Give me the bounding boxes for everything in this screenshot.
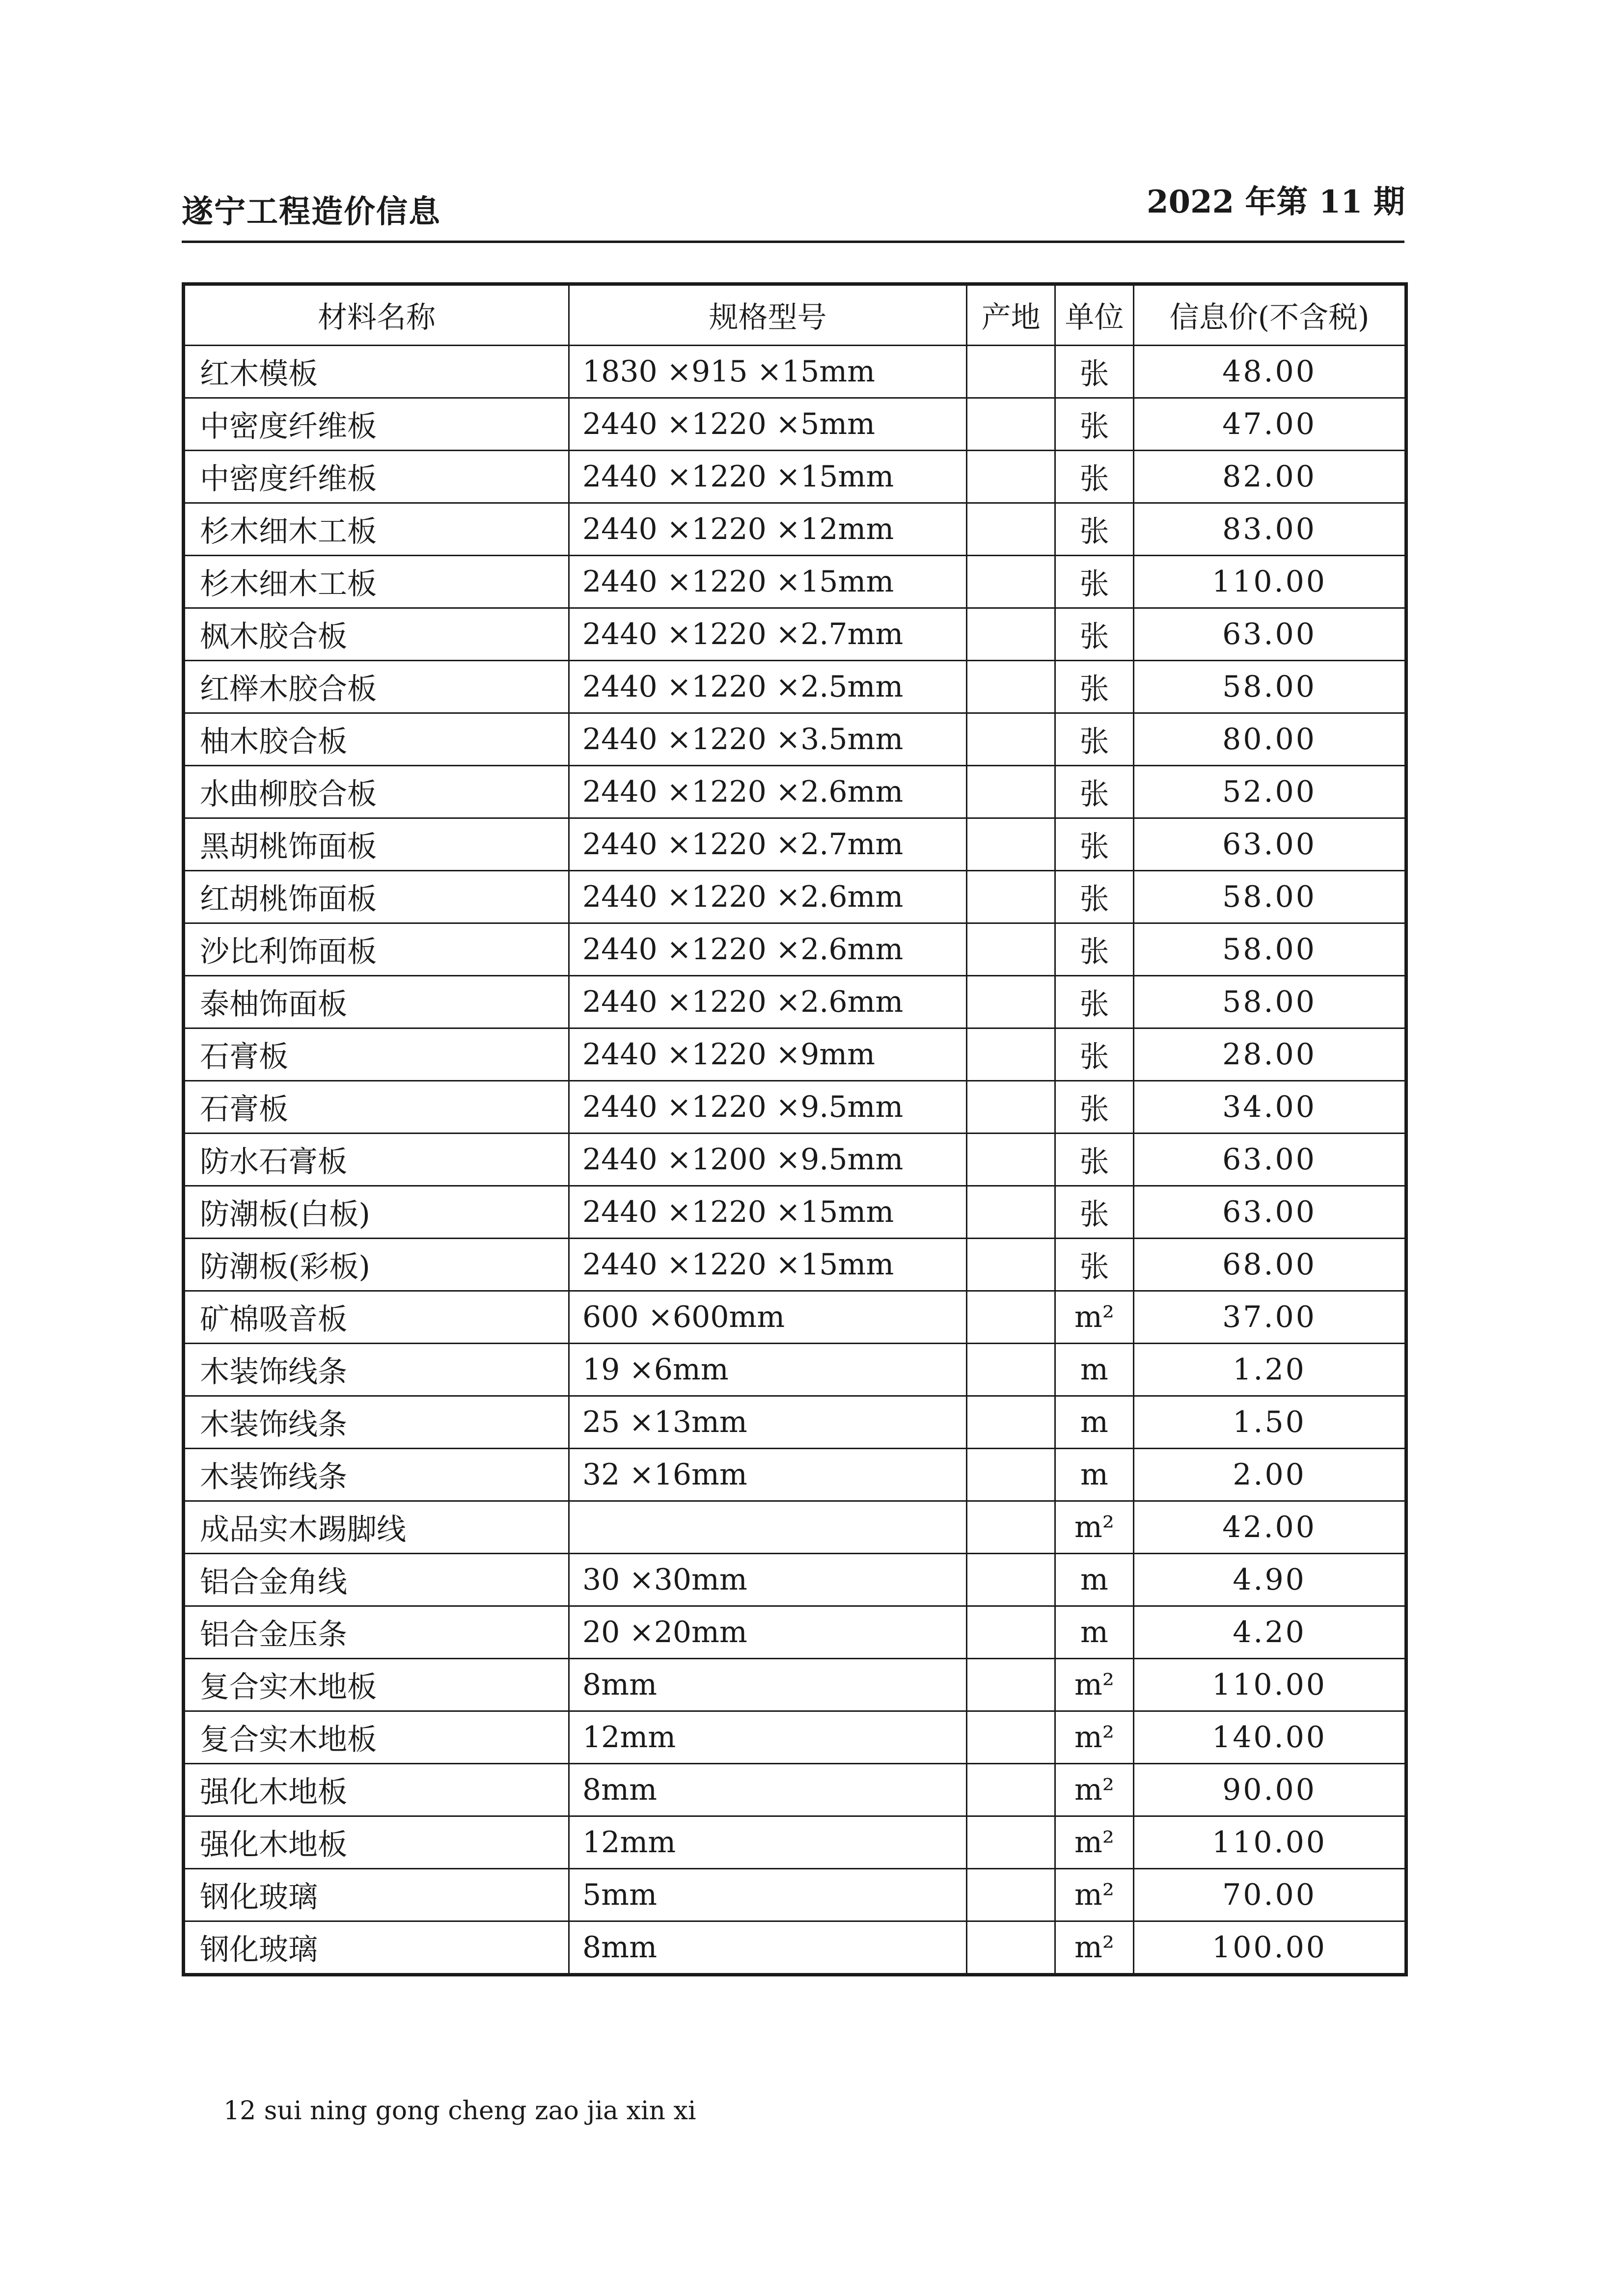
price-cell: 82.00 bbox=[1134, 451, 1406, 503]
origin-cell bbox=[967, 1659, 1055, 1711]
spec-cell: 2440 ×1220 ×15mm bbox=[569, 1239, 967, 1291]
table-row bbox=[184, 1081, 1406, 1134]
price-cell: 110.00 bbox=[1134, 1659, 1406, 1711]
spec-cell: 2440 ×1220 ×15mm bbox=[569, 451, 967, 503]
unit-cell: m² bbox=[1055, 1816, 1134, 1869]
spec-cell: 2440 ×1220 ×2.6mm bbox=[569, 871, 967, 923]
material-name-cell: 泰柚饰面板 bbox=[184, 976, 569, 1028]
price-cell: 63.00 bbox=[1134, 818, 1406, 871]
table-row bbox=[184, 661, 1406, 713]
spec-cell: 19 ×6mm bbox=[569, 1344, 967, 1396]
material-name-cell: 红木模板 bbox=[184, 346, 569, 398]
unit-cell: m bbox=[1055, 1344, 1134, 1396]
material-name-cell: 红榉木胶合板 bbox=[184, 661, 569, 713]
spec-cell: 2440 ×1220 ×2.7mm bbox=[569, 818, 967, 871]
price-cell: 4.90 bbox=[1134, 1554, 1406, 1606]
unit-cell: m² bbox=[1055, 1711, 1134, 1764]
origin-cell bbox=[967, 1344, 1055, 1396]
unit-cell: 张 bbox=[1055, 1134, 1134, 1186]
publication-title: 遂宁工程造价信息 bbox=[182, 193, 441, 230]
table-row bbox=[184, 503, 1406, 556]
table-row bbox=[184, 818, 1406, 871]
spec-cell: 8mm bbox=[569, 1764, 967, 1816]
material-name-cell: 柚木胶合板 bbox=[184, 713, 569, 766]
origin-cell bbox=[967, 503, 1055, 556]
unit-cell: 张 bbox=[1055, 1186, 1134, 1239]
unit-cell: m bbox=[1055, 1606, 1134, 1659]
unit-cell: 张 bbox=[1055, 398, 1134, 451]
material-name-cell: 防水石膏板 bbox=[184, 1134, 569, 1186]
table-row bbox=[184, 923, 1406, 976]
unit-cell: m bbox=[1055, 1554, 1134, 1606]
origin-cell bbox=[967, 451, 1055, 503]
unit-cell: 张 bbox=[1055, 346, 1134, 398]
unit-cell: 张 bbox=[1055, 713, 1134, 766]
material-name-cell: 黑胡桃饰面板 bbox=[184, 818, 569, 871]
origin-cell bbox=[967, 1501, 1055, 1554]
spec-cell: 32 ×16mm bbox=[569, 1449, 967, 1501]
material-name-cell: 防潮板(彩板) bbox=[184, 1239, 569, 1291]
table-row bbox=[184, 1028, 1406, 1081]
price-cell: 83.00 bbox=[1134, 503, 1406, 556]
price-cell: 42.00 bbox=[1134, 1501, 1406, 1554]
material-name-cell: 铝合金角线 bbox=[184, 1554, 569, 1606]
price-cell: 110.00 bbox=[1134, 556, 1406, 608]
table-row bbox=[184, 1344, 1406, 1396]
material-name-cell: 木装饰线条 bbox=[184, 1449, 569, 1501]
material-name-cell: 中密度纤维板 bbox=[184, 398, 569, 451]
material-name-cell: 复合实木地板 bbox=[184, 1659, 569, 1711]
origin-cell bbox=[967, 1764, 1055, 1816]
unit-cell: m bbox=[1055, 1396, 1134, 1449]
table-row bbox=[184, 766, 1406, 818]
origin-cell bbox=[967, 713, 1055, 766]
material-name-cell: 石膏板 bbox=[184, 1028, 569, 1081]
origin-cell bbox=[967, 1134, 1055, 1186]
price-cell: 37.00 bbox=[1134, 1291, 1406, 1344]
price-cell: 58.00 bbox=[1134, 661, 1406, 713]
origin-cell bbox=[967, 1396, 1055, 1449]
spec-cell: 2440 ×1220 ×3.5mm bbox=[569, 713, 967, 766]
spec-cell: 2440 ×1220 ×2.6mm bbox=[569, 766, 967, 818]
table-row bbox=[184, 713, 1406, 766]
material-name-cell: 复合实木地板 bbox=[184, 1711, 569, 1764]
origin-cell bbox=[967, 1554, 1055, 1606]
material-name-cell: 铝合金压条 bbox=[184, 1606, 569, 1659]
table-row bbox=[184, 451, 1406, 503]
material-name-cell: 中密度纤维板 bbox=[184, 451, 569, 503]
spec-cell: 2440 ×1200 ×9.5mm bbox=[569, 1134, 967, 1186]
spec-cell: 8mm bbox=[569, 1921, 967, 1975]
spec-cell: 2440 ×1220 ×2.6mm bbox=[569, 923, 967, 976]
material-name-cell: 钢化玻璃 bbox=[184, 1869, 569, 1921]
spec-cell: 2440 ×1220 ×2.6mm bbox=[569, 976, 967, 1028]
unit-cell: 张 bbox=[1055, 503, 1134, 556]
unit-cell: 张 bbox=[1055, 766, 1134, 818]
column-header-spec: 规格型号 bbox=[569, 284, 967, 346]
price-cell: 28.00 bbox=[1134, 1028, 1406, 1081]
material-name-cell: 水曲柳胶合板 bbox=[184, 766, 569, 818]
spec-cell: 600 ×600mm bbox=[569, 1291, 967, 1344]
table-row bbox=[184, 1606, 1406, 1659]
price-cell: 47.00 bbox=[1134, 398, 1406, 451]
origin-cell bbox=[967, 1816, 1055, 1869]
material-name-cell: 杉木细木工板 bbox=[184, 503, 569, 556]
origin-cell bbox=[967, 556, 1055, 608]
table-row bbox=[184, 1659, 1406, 1711]
issue-number: 2022 年第 11 期 bbox=[1146, 184, 1405, 220]
price-cell: 90.00 bbox=[1134, 1764, 1406, 1816]
price-cell: 100.00 bbox=[1134, 1921, 1406, 1975]
price-cell: 4.20 bbox=[1134, 1606, 1406, 1659]
unit-cell: m bbox=[1055, 1449, 1134, 1501]
spec-cell: 20 ×20mm bbox=[569, 1606, 967, 1659]
spec-cell: 30 ×30mm bbox=[569, 1554, 967, 1606]
unit-cell: 张 bbox=[1055, 451, 1134, 503]
price-cell: 63.00 bbox=[1134, 1186, 1406, 1239]
material-name-cell: 强化木地板 bbox=[184, 1816, 569, 1869]
spec-cell: 1830 ×915 ×15mm bbox=[569, 346, 967, 398]
column-header-name: 材料名称 bbox=[184, 284, 569, 346]
table-row bbox=[184, 1921, 1406, 1975]
material-name-cell: 矿棉吸音板 bbox=[184, 1291, 569, 1344]
material-name-cell: 木装饰线条 bbox=[184, 1396, 569, 1449]
price-table-container bbox=[182, 282, 1404, 1976]
spec-cell: 2440 ×1220 ×9.5mm bbox=[569, 1081, 967, 1134]
price-cell: 34.00 bbox=[1134, 1081, 1406, 1134]
unit-cell: 张 bbox=[1055, 976, 1134, 1028]
table-row bbox=[184, 1239, 1406, 1291]
unit-cell: 张 bbox=[1055, 1081, 1134, 1134]
table-row bbox=[184, 1711, 1406, 1764]
origin-cell bbox=[967, 1291, 1055, 1344]
price-cell: 48.00 bbox=[1134, 346, 1406, 398]
spec-cell: 2440 ×1220 ×2.5mm bbox=[569, 661, 967, 713]
material-name-cell: 钢化玻璃 bbox=[184, 1921, 569, 1975]
table-row bbox=[184, 608, 1406, 661]
spec-cell: 12mm bbox=[569, 1711, 967, 1764]
price-cell: 52.00 bbox=[1134, 766, 1406, 818]
origin-cell bbox=[967, 661, 1055, 713]
material-name-cell: 杉木细木工板 bbox=[184, 556, 569, 608]
unit-cell: m² bbox=[1055, 1659, 1134, 1711]
table-row bbox=[184, 398, 1406, 451]
table-row bbox=[184, 1816, 1406, 1869]
unit-cell: m² bbox=[1055, 1501, 1134, 1554]
origin-cell bbox=[967, 1449, 1055, 1501]
table-row bbox=[184, 1396, 1406, 1449]
table-row bbox=[184, 871, 1406, 923]
header-divider bbox=[182, 241, 1404, 243]
material-name-cell: 木装饰线条 bbox=[184, 1344, 569, 1396]
price-cell: 2.00 bbox=[1134, 1449, 1406, 1501]
price-cell: 1.50 bbox=[1134, 1396, 1406, 1449]
spec-cell: 2440 ×1220 ×5mm bbox=[569, 398, 967, 451]
price-cell: 58.00 bbox=[1134, 923, 1406, 976]
column-header-origin: 产地 bbox=[967, 284, 1055, 346]
table-row bbox=[184, 1449, 1406, 1501]
unit-cell: 张 bbox=[1055, 923, 1134, 976]
price-cell: 140.00 bbox=[1134, 1711, 1406, 1764]
table-row bbox=[184, 1134, 1406, 1186]
spec-cell: 2440 ×1220 ×2.7mm bbox=[569, 608, 967, 661]
price-cell: 70.00 bbox=[1134, 1869, 1406, 1921]
material-name-cell: 防潮板(白板) bbox=[184, 1186, 569, 1239]
spec-cell: 2440 ×1220 ×15mm bbox=[569, 1186, 967, 1239]
origin-cell bbox=[967, 1606, 1055, 1659]
origin-cell bbox=[967, 1028, 1055, 1081]
spec-cell: 5mm bbox=[569, 1869, 967, 1921]
spec-cell: 12mm bbox=[569, 1816, 967, 1869]
origin-cell bbox=[967, 1081, 1055, 1134]
spec-cell: 2440 ×1220 ×15mm bbox=[569, 556, 967, 608]
material-name-cell: 红胡桃饰面板 bbox=[184, 871, 569, 923]
origin-cell bbox=[967, 871, 1055, 923]
origin-cell bbox=[967, 976, 1055, 1028]
column-header-unit: 单位 bbox=[1055, 284, 1134, 346]
unit-cell: m² bbox=[1055, 1291, 1134, 1344]
table-body bbox=[184, 346, 1406, 1975]
material-name-cell: 石膏板 bbox=[184, 1081, 569, 1134]
origin-cell bbox=[967, 398, 1055, 451]
table-row bbox=[184, 976, 1406, 1028]
unit-cell: 张 bbox=[1055, 818, 1134, 871]
price-cell: 110.00 bbox=[1134, 1816, 1406, 1869]
unit-cell: 张 bbox=[1055, 1028, 1134, 1081]
origin-cell bbox=[967, 1869, 1055, 1921]
table-row bbox=[184, 1291, 1406, 1344]
unit-cell: 张 bbox=[1055, 608, 1134, 661]
price-cell: 80.00 bbox=[1134, 713, 1406, 766]
origin-cell bbox=[967, 766, 1055, 818]
unit-cell: m² bbox=[1055, 1921, 1134, 1975]
table-row bbox=[184, 1764, 1406, 1816]
material-name-cell: 强化木地板 bbox=[184, 1764, 569, 1816]
material-name-cell: 成品实木踢脚线 bbox=[184, 1501, 569, 1554]
price-cell: 58.00 bbox=[1134, 976, 1406, 1028]
unit-cell: m² bbox=[1055, 1869, 1134, 1921]
origin-cell bbox=[967, 1239, 1055, 1291]
origin-cell bbox=[967, 346, 1055, 398]
unit-cell: m² bbox=[1055, 1764, 1134, 1816]
price-cell: 1.20 bbox=[1134, 1344, 1406, 1396]
unit-cell: 张 bbox=[1055, 661, 1134, 713]
table-row bbox=[184, 1869, 1406, 1921]
material-name-cell: 枫木胶合板 bbox=[184, 608, 569, 661]
table-row bbox=[184, 1501, 1406, 1554]
table-row bbox=[184, 346, 1406, 398]
origin-cell bbox=[967, 1921, 1055, 1975]
unit-cell: 张 bbox=[1055, 871, 1134, 923]
origin-cell bbox=[967, 923, 1055, 976]
origin-cell bbox=[967, 608, 1055, 661]
page-footer: 12 sui ning gong cheng zao jia xin xi bbox=[223, 2096, 696, 2126]
spec-cell: 25 ×13mm bbox=[569, 1396, 967, 1449]
table-header-row bbox=[184, 284, 1406, 346]
spec-cell: 2440 ×1220 ×12mm bbox=[569, 503, 967, 556]
unit-cell: 张 bbox=[1055, 556, 1134, 608]
price-table bbox=[182, 282, 1408, 1976]
column-header-price: 信息价(不含税) bbox=[1134, 284, 1406, 346]
unit-cell: 张 bbox=[1055, 1239, 1134, 1291]
spec-cell: 8mm bbox=[569, 1659, 967, 1711]
table-row bbox=[184, 556, 1406, 608]
spec-cell bbox=[569, 1501, 967, 1554]
material-name-cell: 沙比利饰面板 bbox=[184, 923, 569, 976]
price-cell: 58.00 bbox=[1134, 871, 1406, 923]
table-row bbox=[184, 1554, 1406, 1606]
spec-cell: 2440 ×1220 ×9mm bbox=[569, 1028, 967, 1081]
price-cell: 68.00 bbox=[1134, 1239, 1406, 1291]
origin-cell bbox=[967, 818, 1055, 871]
origin-cell bbox=[967, 1186, 1055, 1239]
origin-cell bbox=[967, 1711, 1055, 1764]
price-cell: 63.00 bbox=[1134, 1134, 1406, 1186]
table-row bbox=[184, 1186, 1406, 1239]
price-cell: 63.00 bbox=[1134, 608, 1406, 661]
